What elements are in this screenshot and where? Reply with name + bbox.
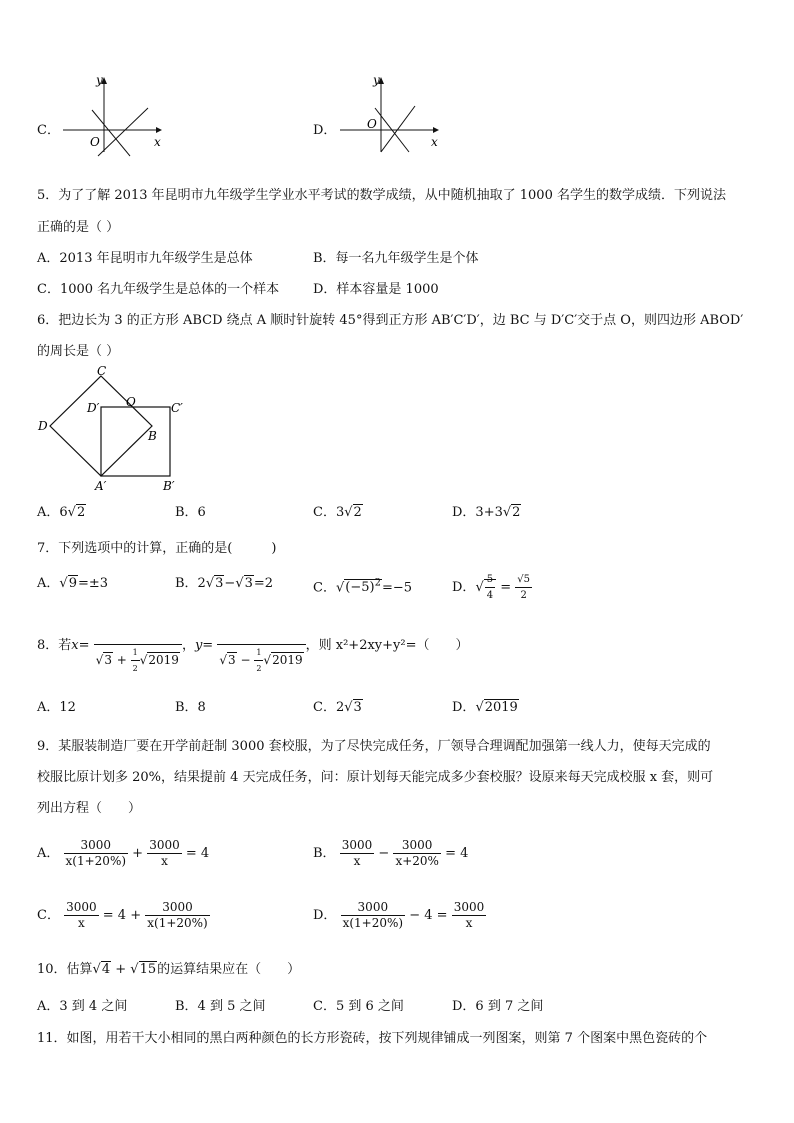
q10-option-d: D．6 到 7 之间	[452, 999, 544, 1014]
x-axis-arrow	[156, 127, 162, 133]
q5-option-d: D．样本容量是 1000	[313, 282, 439, 297]
q10-stem: 10．估算√4 + √15的运算结果应在（ ）	[37, 962, 301, 977]
label-c: C	[97, 364, 107, 378]
q6-stem-line1: 6．把边长为 3 的正方形 ABCD 绕点 A 顺时针旋转 45°得到正方形 AB′C′D′，边 BC 与 D′C′交于点 O，则四边形 ABOD′	[37, 313, 744, 328]
q7-stem: 7．下列选项中的计算，正确的是( )	[37, 541, 277, 556]
q6-option-c: C．3√2	[313, 505, 362, 520]
q9-option-a: A． $\frac{3000}{x(1+20\%)}$ + $\frac{3000}{x}$ = 4	[37, 838, 210, 868]
q7-option-a: A．√9=±3	[37, 576, 109, 591]
q9-option-b: B． $\frac{3000}{x}$ − $\frac{3000}{x+20\%}$ = 4	[313, 838, 469, 868]
label-b: B	[148, 429, 157, 443]
q8-option-b: B．8	[175, 700, 206, 715]
q7-option-b: B．2√3−√3=2	[175, 576, 274, 591]
label-d-prime: D′	[87, 401, 100, 415]
label-o: O	[126, 395, 136, 409]
line-2	[381, 106, 415, 152]
q6-option-b: B．6	[175, 505, 206, 520]
x-axis-arrow	[433, 127, 439, 133]
x-label: x	[154, 135, 161, 149]
origin-label: O	[367, 117, 377, 131]
q6-stem-line2: 的周长是（ ）	[37, 344, 120, 359]
q9-stem-line1: 9．某服装制造厂要在开学前赶制 3000 套校服，为了尽快完成任务，厂领导合理调配加强第一线人力，使每天完成的	[37, 739, 711, 754]
q10-option-a: A．3 到 4 之间	[37, 999, 128, 1014]
q9-option-d: D． $\frac{3000}{x(1+20\%)}$ − 4 = $\frac{3000}{x}$	[313, 900, 485, 930]
line-2	[98, 108, 148, 156]
q7-option-d: D．√ $\frac{5}{4}$ = $\frac{√5}{2}$	[452, 574, 531, 601]
x-label: x	[431, 135, 438, 149]
q5-option-c: C．1000 名九年级学生是总体的一个样本	[37, 282, 280, 297]
label-b-prime: B′	[163, 479, 175, 493]
q8-option-d: D．√2019	[452, 700, 518, 715]
q10-option-b: B．4 到 5 之间	[175, 999, 266, 1014]
q9-option-c: C． $\frac{3000}{x}$ = 4 + $\frac{3000}{x(1+20\%)}$	[37, 900, 208, 930]
q8-option-c: C．2√3	[313, 700, 362, 715]
q10-option-c: C．5 到 6 之间	[313, 999, 404, 1014]
y-label: y	[96, 73, 103, 87]
q4-option-d-label: D．	[313, 123, 337, 138]
q5-stem-line1: 5．为了了解 2013 年昆明市九年级学生学业水平考试的数学成绩，从中随机抽取了 1000 名学生的数学成绩．下列说法	[37, 188, 726, 203]
line-1	[92, 110, 130, 156]
origin-label: O	[90, 135, 100, 149]
q11-stem: 11．如图，用若干大小相同的黑白两种颜色的长方形瓷砖，按下列规律铺成一列图案，则第 7 个图案中黑色瓷砖的个	[37, 1031, 708, 1046]
q6-option-a: A．6√2	[37, 505, 86, 520]
q9-stem-line3: 列出方程（ ）	[37, 801, 142, 816]
q9-stem-line2: 校服比原计划多 20%，结果提前 4 天完成任务，问：原计划每天能完成多少套校服？设原来每天完成校服 x 套，则可	[37, 770, 714, 785]
q4-option-d-graph	[335, 72, 445, 157]
label-a-prime: A′	[95, 479, 107, 493]
q4-option-c-label: C．	[37, 123, 60, 138]
q6-figure	[35, 362, 195, 497]
q8-option-a: A．12	[37, 700, 76, 715]
q8-stem: 8．若x= √3 + $\frac{1}{2}$ √2019 ，y= √3 − $\frac{1}{2}$ √2019 ，则 x²+2xy+y²=（ ）	[37, 634, 468, 676]
q5-option-a: A．2013 年昆明市九年级学生是总体	[37, 251, 253, 266]
q5-option-b: B．每一名九年级学生是个体	[313, 251, 479, 266]
y-label: y	[373, 73, 380, 87]
q6-option-d: D．3+3√2	[452, 505, 521, 520]
q4-option-c-graph	[58, 72, 168, 157]
q7-option-c: C．$√(-5)^2=-5$	[313, 578, 412, 596]
q5-stem-line2: 正确的是（ ）	[37, 220, 120, 235]
label-d: D	[38, 419, 48, 433]
label-c-prime: C′	[171, 401, 183, 415]
